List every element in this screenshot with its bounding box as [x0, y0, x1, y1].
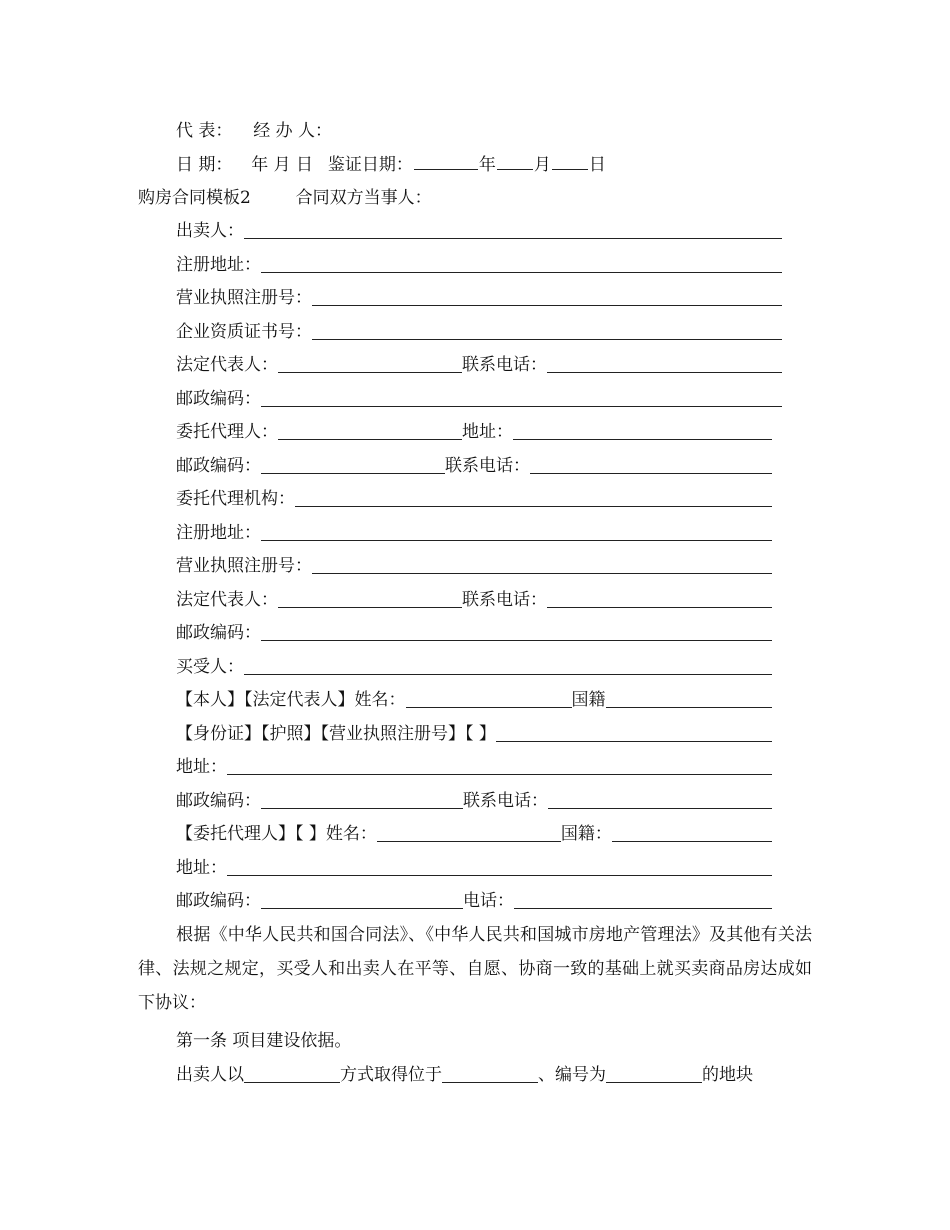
parties-label: 合同双方当事人：	[295, 188, 432, 208]
phone2-label: 联系电话：	[445, 456, 530, 476]
a1-text-3: 、编号为	[538, 1065, 606, 1085]
verify-day-blank[interactable]	[552, 153, 588, 170]
license2-label: 营业执照注册号：	[176, 556, 312, 576]
section-heading	[138, 187, 432, 209]
qualification-row	[176, 321, 782, 343]
buyer-id-row	[176, 723, 772, 745]
buyer-address2-label: 地址：	[176, 858, 227, 878]
agent-label-seller: 委托代理人：	[176, 422, 278, 442]
buyer-nationality-blank[interactable]	[606, 691, 773, 708]
verify-year-blank[interactable]	[414, 153, 478, 170]
buyer-id-label: 【身份证】【护照】【营业执照注册号】【 】	[176, 724, 496, 744]
a1-text-2: 方式取得位于	[340, 1065, 442, 1085]
legal-rep2-label: 法定代表人：	[176, 590, 278, 610]
postcode3-label: 邮政编码：	[176, 623, 261, 643]
qualification-label: 企业资质证书号：	[176, 322, 312, 342]
agency-blank[interactable]	[295, 490, 772, 507]
agent-label: 经 办 人：	[253, 121, 333, 141]
buyer-address-row	[176, 756, 772, 778]
reg-address-label: 注册地址：	[176, 255, 261, 275]
date-day: 日	[296, 155, 314, 175]
license-blank[interactable]	[312, 289, 782, 306]
postcode-label: 邮政编码：	[176, 389, 261, 409]
phone3-label: 联系电话：	[462, 590, 547, 610]
postcode2-row	[176, 455, 772, 477]
postcode3-row	[176, 622, 772, 644]
buyer-phone2-label: 电话：	[463, 891, 514, 911]
a1-text-1: 出卖人以	[176, 1065, 244, 1085]
buyer-postcode-label: 邮政编码：	[176, 791, 261, 811]
buyer-nationality2-label: 国籍：	[560, 824, 612, 844]
verify-date-label: 鉴证日期：	[327, 155, 413, 175]
article-1-heading: 第一条 项目建设依据。	[176, 1031, 352, 1051]
buyer-phone-label: 联系电话：	[463, 791, 548, 811]
legal-rep2-blank[interactable]	[278, 591, 462, 608]
legal-rep-blank[interactable]	[278, 356, 462, 373]
rep-label: 代 表：	[176, 121, 233, 141]
buyer-postcode2-blank[interactable]	[261, 892, 463, 909]
phone3-blank[interactable]	[547, 591, 772, 608]
buyer-blank[interactable]	[244, 658, 772, 675]
agreement-paragraph	[138, 918, 812, 1020]
date-month: 月	[273, 155, 291, 175]
license-row	[176, 287, 782, 309]
a1-text-4: 的地块	[702, 1065, 753, 1085]
license-label: 营业执照注册号：	[176, 288, 312, 308]
article-1-line	[176, 1064, 812, 1086]
buyer-address-label: 地址：	[176, 757, 227, 777]
a1-method-blank[interactable]	[244, 1066, 340, 1083]
license2-row	[176, 555, 772, 577]
date-line	[176, 153, 606, 176]
phone2-blank[interactable]	[530, 457, 772, 474]
agent-row	[176, 421, 772, 443]
buyer-nationality-label: 国籍	[571, 690, 606, 710]
seller-row	[176, 220, 782, 242]
buyer-postcode2-row	[176, 890, 772, 912]
agreement-text: 根据《中华人民共和国合同法》、《中华人民共和国城市房地产管理法》及其他有关法律、法规之规定，买受人和出卖人在平等、自愿、协商一致的基础上就买卖商品房达成如下协议：	[138, 925, 812, 1013]
reg-address2-label: 注册地址：	[176, 523, 261, 543]
legal-rep-row	[176, 354, 782, 376]
buyer-label: 买受人：	[176, 657, 244, 677]
buyer-phone-blank[interactable]	[548, 792, 772, 809]
date-label: 日 期：	[176, 155, 233, 175]
address-blank[interactable]	[513, 423, 772, 440]
a1-number-blank[interactable]	[606, 1066, 702, 1083]
verify-month-blank[interactable]	[497, 153, 533, 170]
section-title: 购房合同模板2	[138, 188, 251, 208]
phone-label: 联系电话：	[462, 355, 547, 375]
rep-agent-line	[176, 120, 332, 142]
buyer-name-row	[176, 689, 772, 711]
reg-address-blank[interactable]	[261, 256, 782, 273]
postcode-blank[interactable]	[261, 390, 782, 407]
reg-address-row	[176, 254, 782, 276]
postcode2-blank[interactable]	[261, 457, 445, 474]
buyer-nationality2-blank[interactable]	[612, 825, 772, 842]
seller-blank[interactable]	[244, 222, 782, 239]
buyer-name-blank[interactable]	[406, 691, 572, 708]
buyer-agent-name-blank[interactable]	[377, 825, 561, 842]
reg-address2-blank[interactable]	[261, 524, 772, 541]
buyer-address2-blank[interactable]	[227, 859, 772, 876]
verify-day-label: 日	[588, 155, 606, 175]
buyer-postcode-blank[interactable]	[261, 792, 463, 809]
buyer-address2-row	[176, 857, 772, 879]
verify-month-label: 月	[533, 155, 551, 175]
buyer-phone2-blank[interactable]	[514, 892, 772, 909]
buyer-id-blank[interactable]	[496, 725, 772, 742]
buyer-address-blank[interactable]	[227, 758, 772, 775]
agent-blank[interactable]	[278, 423, 462, 440]
a1-location-blank[interactable]	[442, 1066, 538, 1083]
agency-row	[176, 488, 772, 510]
buyer-postcode2-label: 邮政编码：	[176, 891, 261, 911]
verify-year-label: 年	[478, 155, 496, 175]
agency-label: 委托代理机构：	[176, 489, 295, 509]
license2-blank[interactable]	[312, 557, 772, 574]
address-label: 地址：	[462, 422, 513, 442]
buyer-agent-row	[176, 823, 772, 845]
reg-address2-row	[176, 522, 772, 544]
postcode-row	[176, 388, 782, 410]
postcode3-blank[interactable]	[261, 624, 772, 641]
buyer-self-label: 【本人】【法定代表人】姓名：	[176, 690, 406, 710]
seller-label: 出卖人：	[176, 221, 244, 241]
date-year: 年	[251, 155, 269, 175]
phone-blank[interactable]	[547, 356, 782, 373]
buyer-postcode-row	[176, 790, 772, 812]
buyer-agent-label: 【委托代理人】【 】姓名：	[176, 824, 377, 844]
qualification-blank[interactable]	[312, 323, 782, 340]
buyer-row	[176, 656, 772, 678]
postcode2-label: 邮政编码：	[176, 456, 261, 476]
legal-rep2-row	[176, 589, 772, 611]
legal-rep-label: 法定代表人：	[176, 355, 278, 375]
